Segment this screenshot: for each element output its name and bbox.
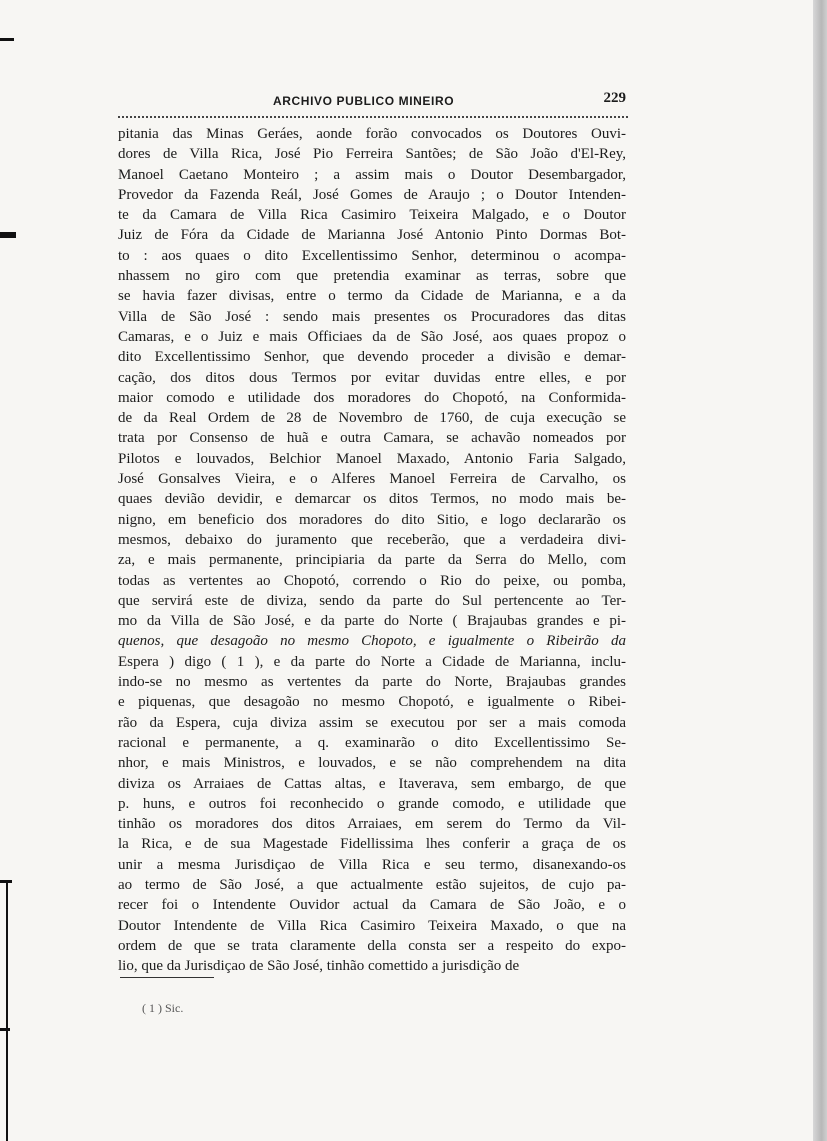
- header-rule: [118, 116, 628, 118]
- text-line: diviza os Arraiaes de Cattas altas, e Itaverava, sem embargo, de que: [118, 775, 626, 792]
- footnote: ( 1 ) Sic.: [142, 1001, 184, 1015]
- text-line: pitania das Minas Geráes, aonde forão convocados os Doutores Ouvi-: [118, 126, 626, 142]
- running-head: [118, 92, 628, 114]
- text-line: ao termo de São José, a que actualmente estão sujeitos, de cujo pa-: [118, 876, 626, 893]
- text-line: p. huns, e outros foi reconhecido o grande comodo, e utilidade que: [118, 795, 626, 812]
- text-line: mesmos, debaixo do juramento que receberão, que a verdadeira divi-: [118, 531, 626, 548]
- running-title: ARCHIVO PUBLICO MINEIRO: [273, 94, 455, 108]
- text-line: mo da Villa de São José, e da parte do Norte ( Brajaubas grandes e pi-: [118, 613, 626, 630]
- text-line: Villa de São José : sendo mais presentes os Procuradores das ditas: [118, 308, 626, 325]
- text-line: Juiz de Fóra da Cidade de Marianna José Antonio Pinto Dormas Bot-: [118, 227, 626, 244]
- text-line: recer foi o Intendente Ouvidor actual da Camara de São João, e o: [118, 897, 626, 914]
- body-text: [118, 124, 626, 976]
- text-line: Pilotos e louvados, Belchior Manoel Maxado, Antonio Faria Salgado,: [118, 450, 626, 467]
- text-line: tinhão os moradores dos ditos Arraiaes, em serem do Termo da Vil-: [118, 816, 626, 833]
- text-line: Manoel Caetano Monteiro ; a assim mais o Doutor Desembargador,: [118, 166, 626, 183]
- text-line: que servirá este de diviza, sendo da parte do Sul pertencente ao Ter-: [118, 592, 626, 609]
- scan-right-edge: [813, 0, 827, 1141]
- text-line: lio, que da Jurisdiçao de São José, tinhão comettido a jurisdição de: [118, 958, 520, 975]
- text-line: Espera ) digo ( 1 ), e da parte do Norte a Cidade de Marianna, inclu-: [118, 653, 626, 670]
- text-line: de da Real Ordem de 28 de Novembro de 1760, de cuja execução se: [118, 410, 626, 427]
- text-line: cação, dos ditos dous Termos por evitar duvidas entre elles, e por: [118, 369, 626, 386]
- text-line: nigno, em beneficio dos moradores do dito Sitio, e logo declararão os: [118, 511, 626, 528]
- text-line: rão da Espera, cuja diviza assim se executou por ser a mais comoda: [118, 714, 626, 731]
- text-line: e piquenas, que desagoão no mesmo Chopotó, e igualmente o Ribei-: [118, 694, 626, 711]
- text-line: ordem de que se trata claramente della consta ser a respeito do expo-: [118, 937, 626, 954]
- text-line: dores de Villa Rica, José Pio Ferreira Santões; de São João d'El-Rey,: [118, 146, 626, 163]
- text-line: José Gonsalves Vieira, e o Alferes Manoel Ferreira de Carvalho, os: [118, 471, 626, 488]
- text-line: todas as vertentes ao Chopotó, correndo o Rio do peixe, ou pomba,: [118, 572, 626, 589]
- text-line: za, e mais permanente, principiaria da parte da Serra do Mello, com: [118, 552, 626, 569]
- text-line: se havia fazer divisas, entre o termo da Cidade de Marianna, e a da: [118, 288, 626, 305]
- text-line: Camaras, e o Juiz e mais Officiaes da de São José, aos quaes propoz o: [118, 328, 626, 345]
- text-line: te da Camara de Villa Rica Casimiro Teixeira Malgado, e o Doutor: [118, 207, 626, 224]
- page-number: 229: [603, 90, 626, 106]
- scan-left-edge: [0, 0, 16, 1141]
- text-line: unir a mesma Jurisdiçao de Villa Rica e seu termo, disanexando-os: [118, 856, 626, 873]
- text-line: nhassem no giro com que pretendia examinar as terras, sobre que: [118, 268, 626, 285]
- text-line-italic: quenos, que desagoão no mesmo Chopoto, e igualmente o Ribeirão da: [118, 633, 626, 650]
- text-line: la Rica, e de sua Magestade Fidellissima lhes conferir a graça de os: [118, 836, 626, 853]
- text-line: racional e permanente, a q. examinarão o dito Excellentissimo Se-: [118, 734, 626, 751]
- text-line: indo-se no mesmo as vertentes da parte do Norte, Brajaubas grandes: [118, 674, 626, 691]
- text-line: Doutor Intendente de Villa Rica Casimiro Teixeira Maxado, o que na: [118, 917, 626, 934]
- text-line: Provedor da Fazenda Reál, José Gomes de Araujo ; o Doutor Intenden-: [118, 186, 626, 203]
- text-line: dito Excellentissimo Senhor, que devendo proceder a divisão e demar-: [118, 349, 626, 366]
- text-line: to : aos quaes o dito Excellentissimo Senhor, determinou o acompa-: [118, 247, 626, 264]
- text-line: maior comodo e utilidade dos moradores do Chopotó, na Conformida-: [118, 389, 626, 406]
- text-line: quaes devião devidir, e demarcar os ditos Termos, no modo mais be-: [118, 491, 626, 508]
- text-line: trata por Consenso de huã e outra Camara, se achavão nomeados por: [118, 430, 626, 447]
- text-line: nhor, e mais Ministros, e louvados, e se não comprehendem na dita: [118, 755, 626, 772]
- footnote-rule: [120, 977, 214, 978]
